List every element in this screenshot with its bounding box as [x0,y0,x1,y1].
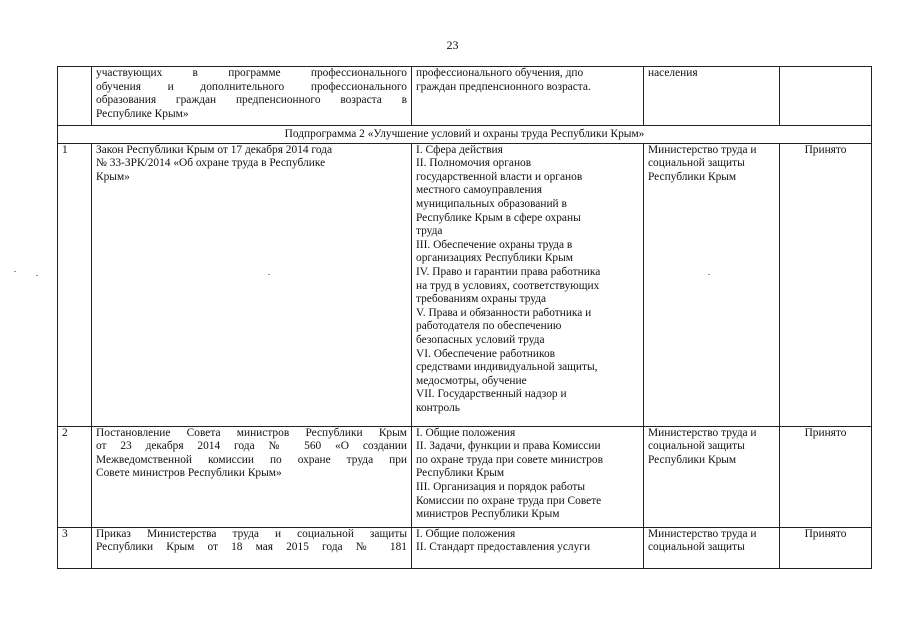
executor-line: Республики Крым [648,453,737,466]
row-number-cell: 3 [58,527,92,568]
table-row [58,527,872,568]
page-number: 23 [446,38,459,52]
sections-line: I. Сфера действия [416,143,503,156]
executor-line: Республики Крым [648,170,737,183]
document-line: № 33-ЗРК/2014 «Об охране труда в Республике [96,157,326,170]
sections-line: граждан предпенсионного возраста. [416,80,591,93]
executor-cell [644,426,780,527]
sections-line: медосмотры, обучение [416,374,527,387]
status-cell: Принято [780,527,872,568]
document-cell [92,67,412,126]
sections-line: I. Общие положения [416,527,516,540]
row-number-cell: 2 [58,426,92,527]
sections-line: средствами индивидуальной защиты, [416,361,598,374]
sections-line: V. Права и обязанности работника и [416,306,592,319]
document-cell [92,143,412,426]
document-line: Крым» [96,170,130,183]
sections-line: VI. Обеспечение работников [416,347,556,360]
sections-line: по охране труда при совете министров [416,453,604,466]
document-cell [92,426,412,527]
legal-acts-table [57,66,872,569]
subprogram-row [58,126,872,144]
scan-speck [708,274,710,275]
sections-line: безопасных условий труда [416,333,545,346]
sections-line: VII. Государственный надзор и [416,388,567,401]
document-line: Республике Крым» [96,107,189,120]
sections-line: III. Обеспечение охраны труда в [416,238,573,251]
sections-line: III. Организация и порядок работы [416,480,586,493]
document-line: от 23 декабря 2014 года № 560 «О создании [96,440,407,453]
document-cell [92,527,412,568]
document-line: Приказ Министерства труда и социальной защиты [96,527,407,540]
document-line: обучения и дополнительного профессионального [96,80,407,93]
sections-line: требованиям охраны труда [416,293,547,306]
sections-line: государственной власти и органов [416,170,583,183]
executor-line: Министерство труда и [648,143,757,156]
document-line: Закон Республики Крым от 17 декабря 2014 года [96,143,333,156]
document-line: Межведомственной комиссии по охране труда при [96,453,407,466]
sections-line: работодателя по обеспечению [416,320,562,333]
row-number-cell: 1 [58,143,92,426]
executor-line: Министерство труда и [648,426,757,439]
sections-cell [412,527,644,568]
sections-line: Комиссии по охране труда при Совете [416,494,602,507]
sections-line: II. Полномочия органов [416,157,532,170]
executor-line: Министерство труда и [648,527,757,540]
sections-line: организациях Республики Крым [416,252,573,265]
executor-cell: населения [644,67,780,126]
sections-line: контроль [416,401,460,414]
sections-line: Республике Крым в сфере охраны [416,211,581,224]
sections-line: II. Стандарт предоставления услуги [416,541,591,554]
sections-line: местного самоуправления [416,184,542,197]
status-cell: Принято [780,426,872,527]
document-line: участвующих в программе профессионального [96,67,407,79]
document-line: Постановление Совета министров Республики Крым [96,426,407,439]
sections-cell [412,67,644,126]
executor-cell [644,527,780,568]
status-cell [780,67,872,126]
table-row [58,143,872,426]
table-row [58,426,872,527]
table-row [58,67,872,126]
executor-line: социальной защиты [648,157,745,170]
document-line: Республики Крым от 18 мая 2015 года № 181 [96,541,407,554]
executor-line: социальной защиты [648,440,745,453]
document-line: образования граждан предпенсионного возраста в [96,94,407,107]
scan-speck [36,275,38,276]
sections-line: IV. Право и гарантии права работника [416,265,601,278]
executor-line: социальной защиты [648,541,745,554]
sections-line: I. Общие положения [416,426,516,439]
row-number-cell [58,67,92,126]
scan-speck [268,274,270,275]
sections-cell [412,426,644,527]
sections-line: профессионального обучения, дпо [416,67,584,79]
scan-speck [14,271,16,272]
sections-line: министров Республики Крым [416,508,560,521]
sections-line: II. Задачи, функции и права Комиссии [416,440,601,453]
sections-line: муниципальных образований в [416,197,567,210]
sections-cell [412,143,644,426]
sections-line: Республики Крым [416,467,505,480]
sections-line: труда [416,225,443,238]
sections-line: на труд в условиях, соответствующих [416,279,600,292]
document-line: Совете министров Республики Крым» [96,467,282,480]
executor-cell [644,143,780,426]
status-cell: Принято [780,143,872,426]
subprogram-title: Подпрограмма 2 «Улучшение условий и охраны труда Республики Крым» [58,126,872,144]
